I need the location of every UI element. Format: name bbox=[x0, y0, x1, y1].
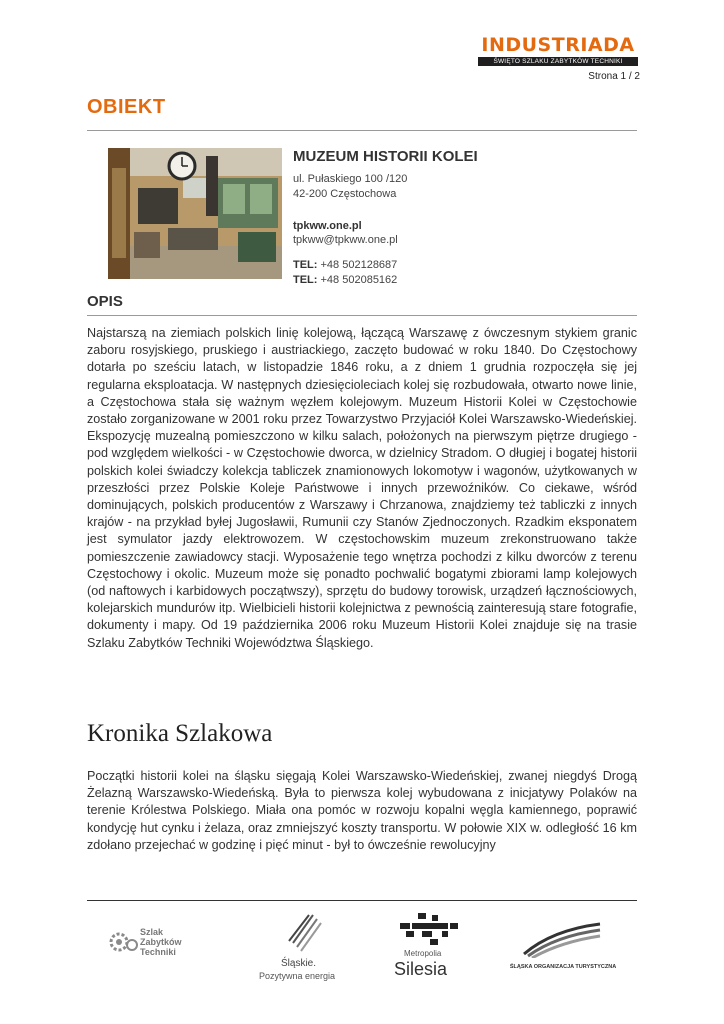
phone-label: TEL: bbox=[293, 274, 318, 286]
website-link[interactable]: tpkww.one.pl bbox=[293, 220, 362, 232]
divider bbox=[87, 130, 637, 131]
email-link[interactable]: tpkww@tpkww.one.pl bbox=[293, 234, 398, 246]
address-street: ul. Pułaskiego 100 /120 bbox=[293, 173, 408, 185]
wave-icon bbox=[275, 913, 325, 955]
footer-divider bbox=[87, 900, 637, 901]
industriada-logo: INDUSTRIADA bbox=[481, 34, 635, 56]
logo1-line: Zabytków bbox=[140, 937, 182, 947]
phone-label: TEL: bbox=[293, 259, 318, 271]
description-text: Najstarszą na ziemiach polskich linię kolejową, łączącą Warszawę z ówczesnym stykiem granic zaboru rosyjskiego, pruskiego i austriackiego, zaczęto budować w roku 1840. Do Częstochowy dotarła po sześciu latach, w listopadzie 1846 roku, a z dniem 1 grudnia rozpoczęła się jej regularna eksploatacja. W następnych dziesięcioleciach kolej się rozbudowała, otwarto nowe linie, a Częstochowa stała się ważnym węzłem kolejowym. Muzeum Historii Kolei w Częstochowie zostało zorganizowane w 2001 roku przez Towarzystwo Przyjaciół Kolei Warszawsko-Wiedeńskiej. Ekspozycję muzealną pomieszczono w kilku salach, położonych na pierwszym piętrze drugiego - pod względem wielkości - w Częstochowie dworca, w dzielnicy Stradom. O długiej i bogatej historii polskich kolei świadczy kolekcja tabliczek znamionowych lokomotyw i wagonów, użytkowanych w przeszłości przez Polskie Koleje Państwowe i innych przewoźników. Co ciekawe, wśród dominujących, polskich producentów z Warszawy i Chrzanowa, znajdziemy też tabliczki z innych krajów - na przykład byłej Jugosławii, Rumunii czy Stanów Zjednoczonych. Rzadkim eksponatem jest symulator jazdy elektrowozem. W częstochowskim muzeum zrekonstruowano także pomieszczenie zawiadowcy stacji. Wyposażenie tego wnętrza pochodzi z kilku dworców z terenu Częstochowy i okolic. Muzeum może się ponadto pochwalić bogatymi zbiorami lamp kolejowych (od naftowych i karbidowych początwszy), sprzętu do budowy torowisk, urządzeń łącznościowych, kolejarskich mundurów itp. Wielbicieli historii kolejnictwa z pewnością zainteresują stare fotografie, dokumenty i mapy. Od 19 października 2006 roku Muzeum Historii Kolei znajduje się na trasie Szlaku Zabytków Techniki Województwa Śląskiego. bbox=[87, 326, 637, 650]
phone-number: +48 502128687 bbox=[317, 259, 398, 271]
slaska-organizacja-turystyczna-logo bbox=[508, 920, 618, 980]
swoosh-icon bbox=[522, 920, 602, 958]
logo1-line: Techniki bbox=[140, 947, 176, 957]
divider bbox=[87, 315, 637, 316]
museum-photo bbox=[108, 148, 282, 279]
metropolia-label: Metropolia bbox=[404, 949, 442, 958]
slaskie-logo bbox=[255, 913, 345, 985]
museum-interior-image bbox=[108, 148, 282, 279]
silesia-label: Silesia bbox=[394, 959, 448, 979]
chronicle-text: Początki historii kolei na śląsku sięgają Kolei Warszawsko-Wiedeńskiej, zwanej niegdyś Drogą Żelazną Warszawsko-Wiedeńską. Była to pierwsza kolej wybudowana z inicjatywy Polaków na terenie Królestwa Polskiego. Miała ona pomóc w rozwoju kopalni węgla kamiennego, poprawić kondycję hut cynku i żelaza, oraz zmniejszyć koszty transportu. W połowie XIX w. odległość 16 km zdołano przejechać w godzinę i pięć minut - był to ówcześnie rewolucyjny bbox=[87, 769, 637, 852]
gear-icon bbox=[108, 931, 138, 953]
page-number: Strona 1 / 2 bbox=[588, 71, 640, 82]
logo1-line: Szlak bbox=[140, 927, 164, 937]
phone-number: +48 502085162 bbox=[317, 274, 398, 286]
metropolia-silesia-logo bbox=[390, 913, 470, 985]
slaskie-name: Śląskie. bbox=[281, 958, 317, 969]
section-title-obiekt: OBIEKT bbox=[87, 96, 166, 118]
szlak-zabytkow-logo bbox=[108, 927, 198, 967]
industriada-logo-subtitle: ŚWIĘTO SZLAKU ZABYTKÓW TECHNIKI bbox=[478, 57, 638, 66]
phone-2 bbox=[293, 274, 397, 286]
section-title-kronika: Kronika Szlakowa bbox=[87, 720, 273, 747]
address-city: 42-200 Częstochowa bbox=[293, 188, 397, 200]
sot-name: ŚLĄSKA ORGANIZACJA TURYSTYCZNA bbox=[509, 964, 617, 970]
section-title-opis: OPIS bbox=[87, 293, 123, 310]
phone-1 bbox=[293, 259, 397, 271]
slaskie-tagline: Pozytywna energia bbox=[259, 971, 336, 981]
pixel-pattern-icon bbox=[396, 913, 462, 945]
museum-name: MUZEUM HISTORII KOLEI bbox=[293, 148, 478, 165]
